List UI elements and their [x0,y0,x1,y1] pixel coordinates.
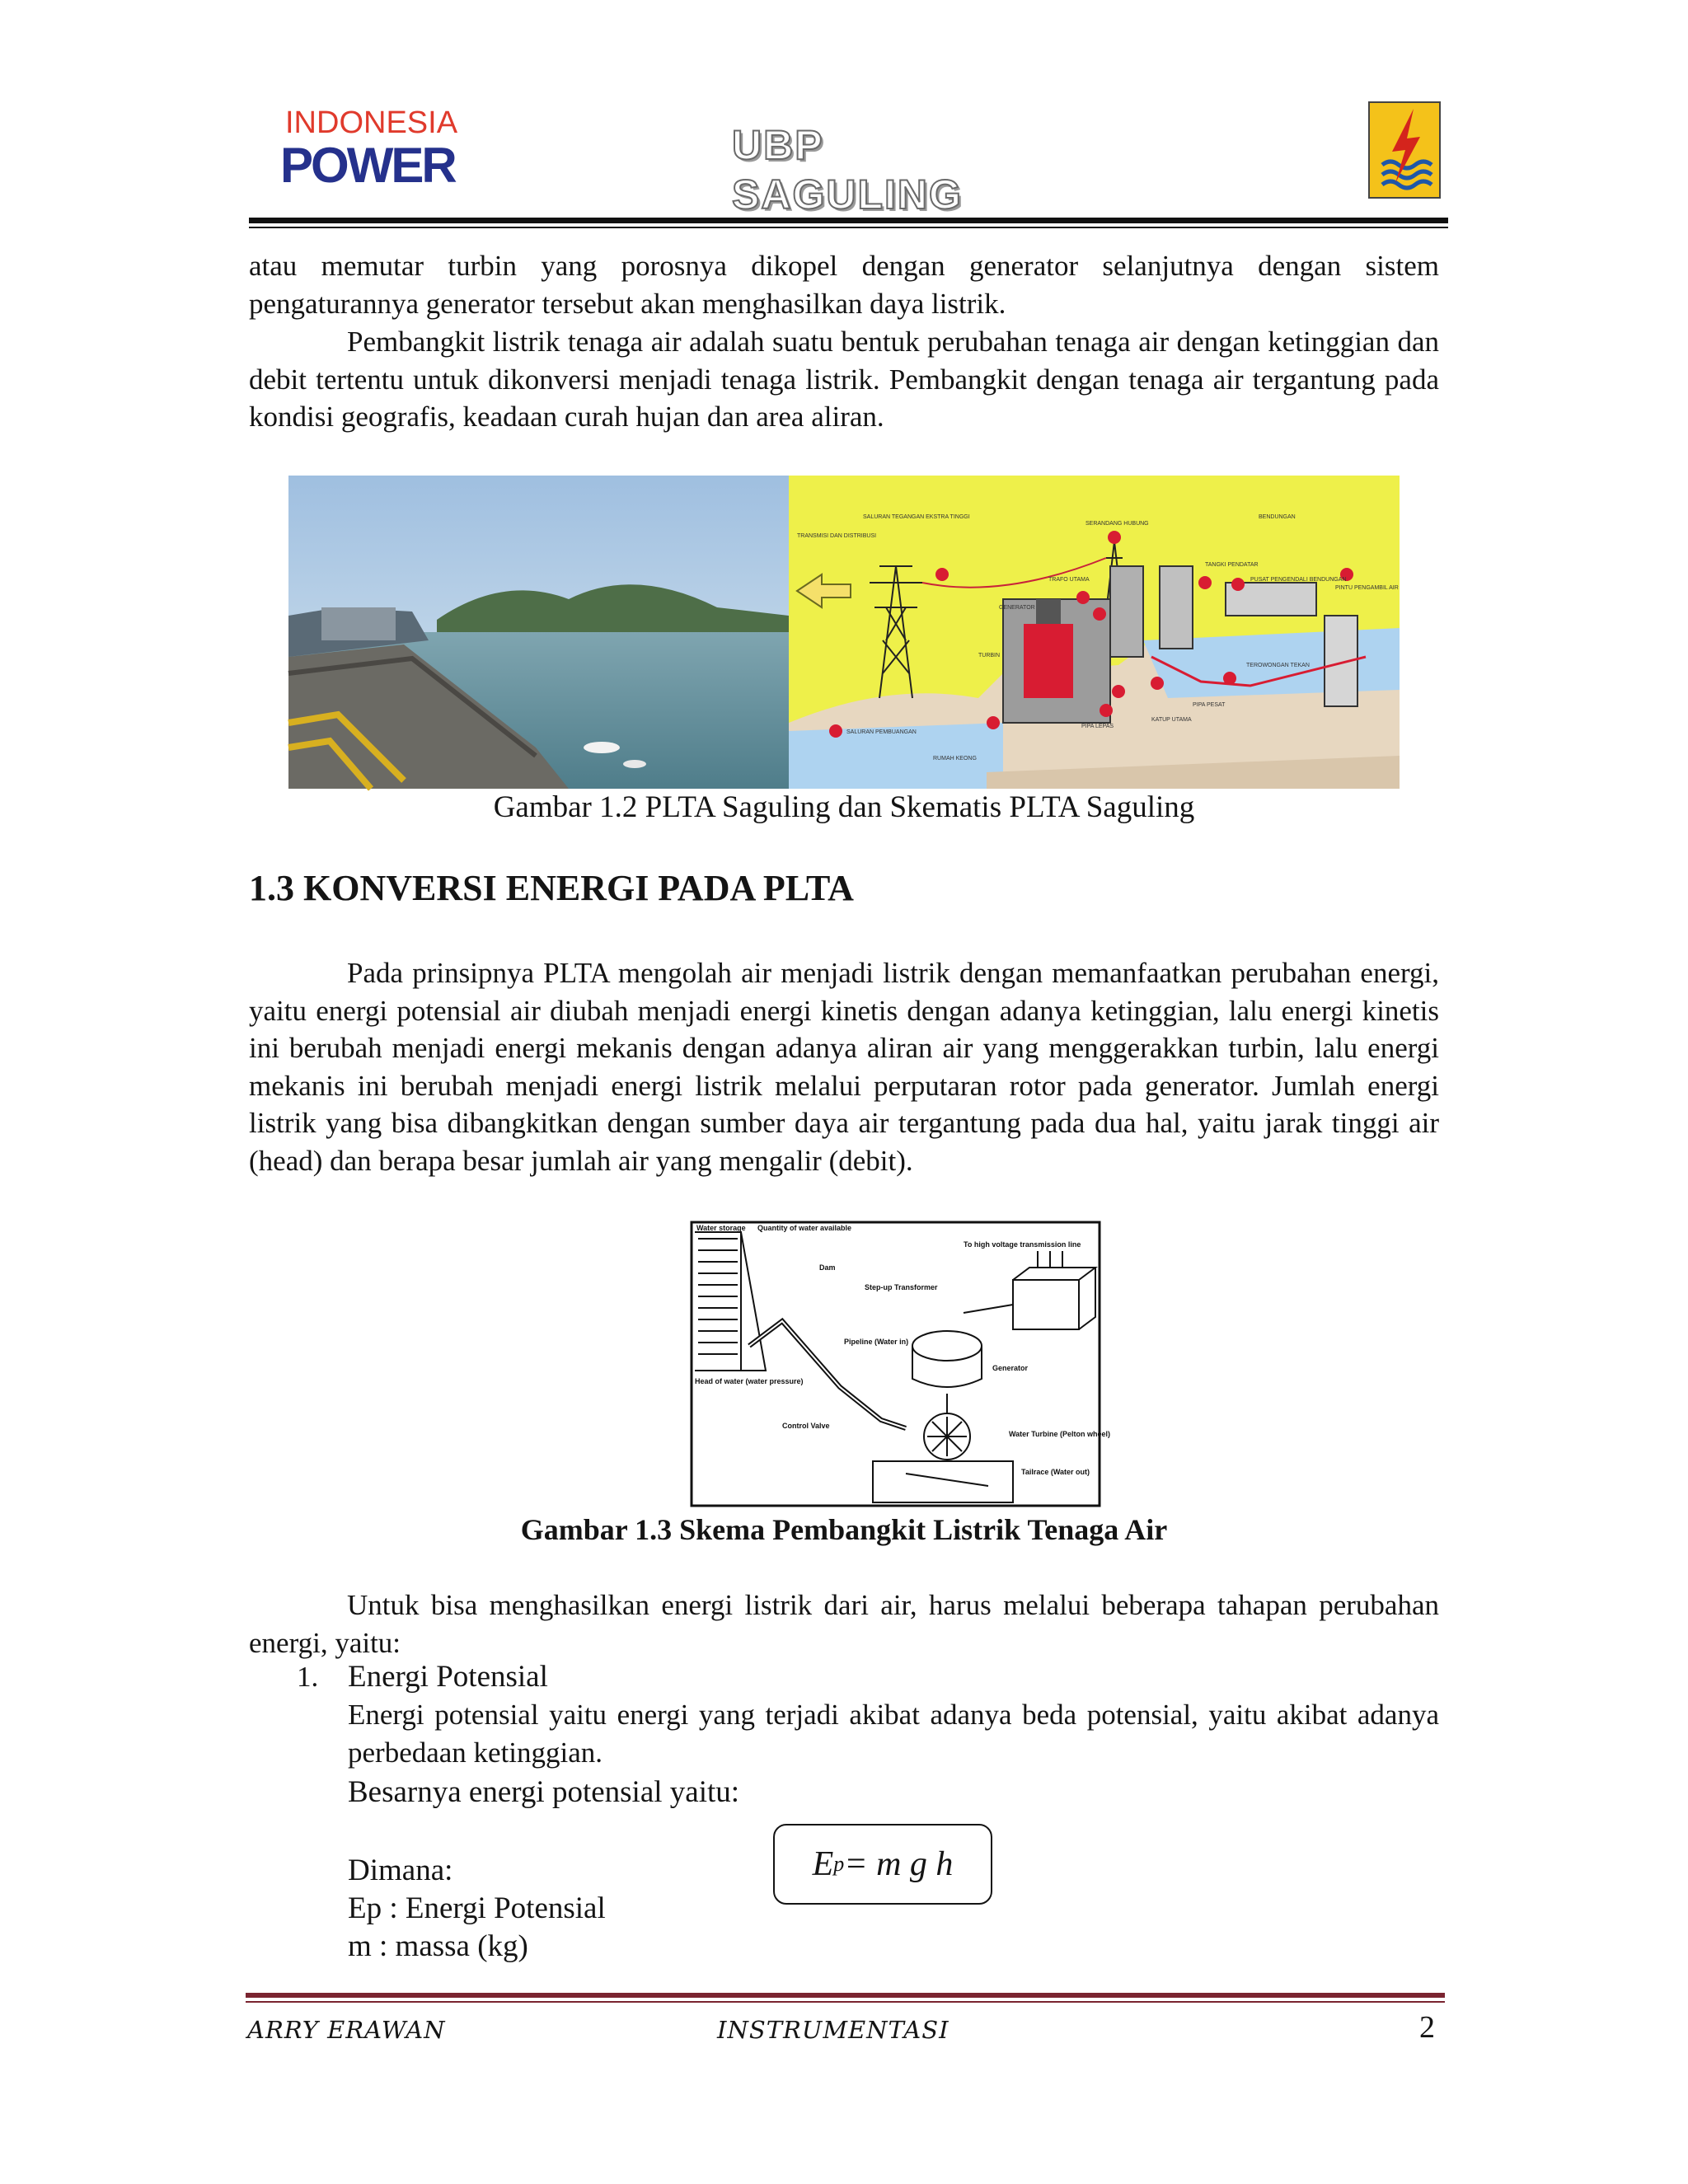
dimana-text: Dimana: [348,1854,453,1887]
label-pusat: PUSAT PENGENDALI BENDUNGAN [1250,577,1347,583]
paragraph-4: Untuk bisa menghasilkan energi listrik dari air, harus melalui beberapa tahapan perubahan energi, yaitu: [249,1589,1439,1659]
label-pintu: PINTU PENGAMBIL AIR [1335,585,1399,591]
label-water-turbine: Water Turbine (Pelton wheel) [1009,1430,1111,1438]
footer-subject: INSTRUMENTASI [717,2016,950,2044]
ubp-saguling-logo [732,120,982,218]
label-transformer: Step-up Transformer [865,1283,938,1291]
label-head: Head of water (water pressure) [695,1377,804,1385]
plta-saguling-schematic [789,476,1400,789]
logo-text-ubp-saguling: UBP SAGULING [732,122,963,218]
label-tangki: TANGKI PENDATAR [1205,562,1259,568]
plta-saguling-photo [288,476,789,789]
label-transmisi: TRANSMISI DAN DISTRIBUSI [797,533,877,539]
formula-e: E [812,1845,834,1883]
label-tailrace: Tailrace (Water out) [1021,1468,1090,1476]
label-quantity: Quantity of water available [757,1224,852,1232]
formula-box [773,1824,992,1905]
section-heading: 1.3 KONVERSI ENERGI PADA PLTA [249,868,854,908]
label-katup: KATUP UTAMA [1151,717,1192,723]
formula-subscript: p [833,1852,845,1876]
footer-author: ARRY ERAWAN [247,2016,446,2044]
label-turbin: TURBIN [978,653,1001,658]
header-rule-thick [249,218,1448,223]
header-rule-thin [249,227,1448,228]
hydro-scheme-diagram [692,1222,1111,1506]
paragraph-3: Pada prinsipnya PLTA mengolah air menjadi listrik dengan memanfaatkan perubahan energi, yaitu energi potensial air diubah menjadi energi kinetis dengan adanya ketinggian, lalu energi kinetis ini berubah menjadi energi mekanis dengan adanya aliran air yang menggerakkan turbin, lalu energi mekanis ini berubah menjadi energi listrik melalui perputaran rotor pada generator. Jumlah energi listrik yang bisa dibangkitkan dengan sumber daya air tergantung pada dua hal, yaitu jarak tinggi air (head) dan berapa besar jumlah air yang mengalir (debit). [249,957,1439,1177]
logo-text-power: POWER [280,138,455,193]
label-dam: Dam [819,1263,836,1272]
label-terowongan: TEROWONGAN TEKAN [1246,663,1310,668]
figure-1-3-caption: Gambar 1.3 Skema Pembangkit Listrik Tenaga Air [520,1513,1168,1546]
label-saluran-transmisi: SALURAN TEGANGAN EKSTRA TINGGI [863,514,970,520]
logo-text-indonesia: INDONESIA [285,105,458,140]
figure-1-2-caption: Gambar 1.2 PLTA Saguling dan Skematis PLTA Saguling [493,790,1195,824]
label-trafo: TRAFO UTAMA [1048,577,1090,583]
label-water-storage: Water storage [696,1224,746,1232]
list-number: 1. [297,1661,319,1693]
footer-rule-thick [246,1993,1445,1998]
label-bendungan: BENDUNGAN [1259,514,1296,520]
pln-logo [1367,101,1442,199]
list-item-text: Energi potensial yaitu energi yang terjadi akibat adanya beda potensial, yaitu akibat adanya perbedaan ketinggian. [348,1699,1439,1769]
page-number: 2 [1419,2010,1435,2045]
paragraph-1: atau memutar turbin yang porosnya dikopel dengan generator selanjutnya dengan sistem pengaturannya generator tersebut akan menghasilkan daya listrik. [249,250,1439,320]
label-rumah-keong: RUMAH KEONG [933,756,977,762]
label-control-valve: Control Valve [782,1422,830,1430]
indonesia-power-logo [280,104,458,193]
ep-definition: Ep : Energi Potensial [348,1891,606,1925]
besarnya-text: Besarnya energi potensial yaitu: [348,1775,740,1809]
formula-rhs: = m g h [844,1845,954,1883]
paragraph-2: Pembangkit listrik tenaga air adalah suatu bentuk perubahan tenaga air dengan ketinggian dan debit tertentu untuk dikonversi menjadi tenaga listrik. Pembangkit dengan tenaga air tergantung pada kondisi geografis, keadaan curah hujan dan area aliran. [249,326,1439,433]
label-pipa-pesat: PIPA PESAT [1193,702,1226,708]
list-item-title: Energi Potensial [348,1660,548,1694]
m-definition: m : massa (kg) [348,1929,528,1963]
label-generator: GENERATOR [999,605,1035,611]
footer-rule-thin [246,2001,1445,2003]
label-pipa-lepas: PIPA LEPAS [1081,724,1114,729]
label-generator-2: Generator [992,1364,1029,1372]
label-transmission: To high voltage transmission line [964,1240,1081,1249]
label-pipeline: Pipeline (Water in) [844,1338,909,1346]
label-saluran-pembuangan: SALURAN PEMBUANGAN [846,729,917,735]
label-switchyard: SERANDANG HUBUNG [1085,521,1149,527]
